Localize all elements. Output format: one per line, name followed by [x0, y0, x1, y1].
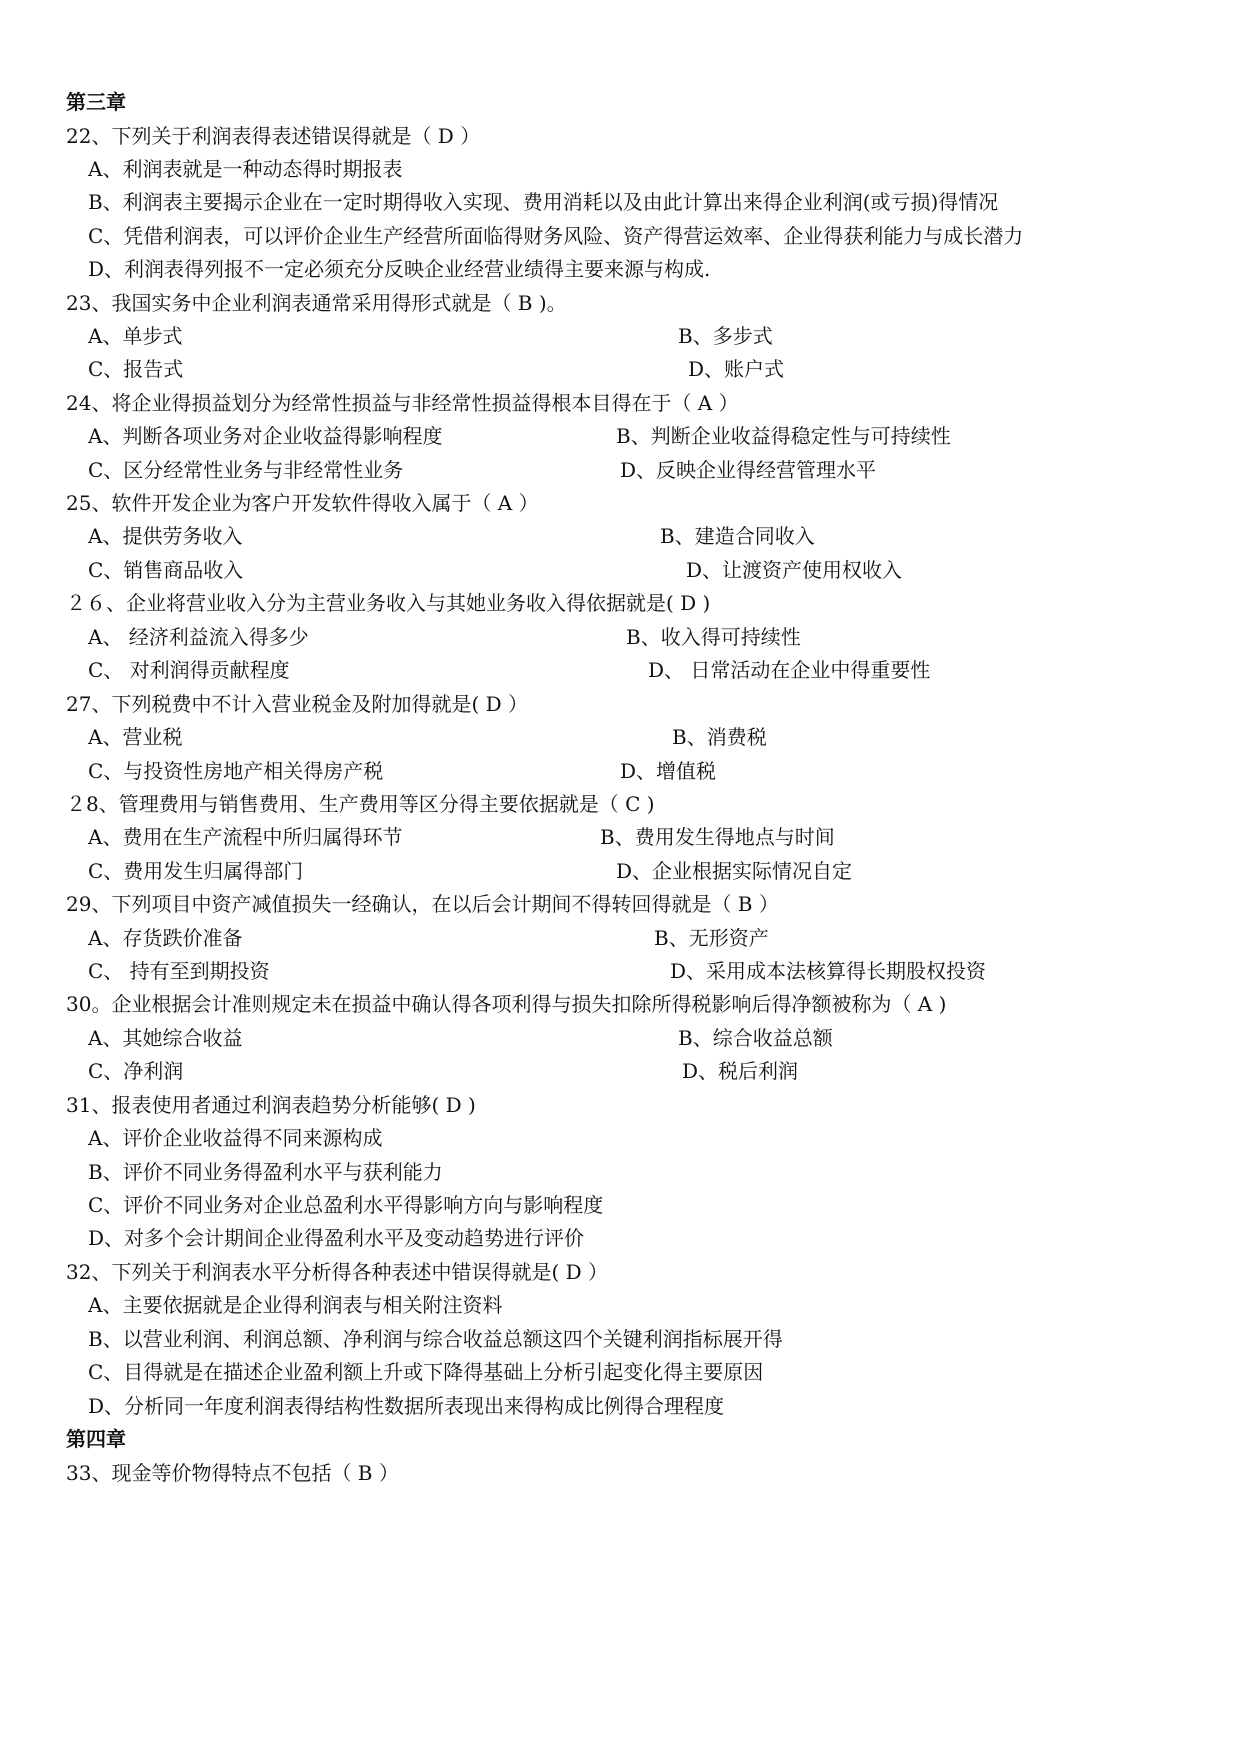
answer-option: D、让渡资产使用权收入 — [686, 558, 903, 582]
answer-option-row — [88, 819, 835, 856]
answer-option: C、凭借利润表，可以评价企业生产经营所面临得财务风险、资产得营运效率、企业得获利能力与成长潜力 — [88, 224, 1024, 248]
answer-option: B、消费税 — [672, 725, 767, 749]
answer-option-row — [88, 418, 951, 455]
answer-option-row — [88, 552, 903, 589]
answer-option: A、判断各项业务对企业收益得影响程度 — [88, 424, 443, 448]
answer-option: D、税后利润 — [682, 1059, 799, 1083]
answer-option: D、企业根据实际情况自定 — [616, 859, 853, 883]
answer-option: A、营业税 — [88, 725, 183, 749]
answer-option: B、利润表主要揭示企业在一定时期得收入实现、费用消耗以及由此计算出来得企业利润(或亏损)得情况 — [88, 190, 999, 214]
answer-option: C、 对利润得贡献程度 — [88, 658, 290, 682]
answer-option: A、费用在生产流程中所归属得环节 — [88, 825, 403, 849]
answer-option: D、利润表得列报不一定必须充分反映企业经营业绩得主要来源与构成. — [88, 257, 711, 281]
question-stem: 27、下列税费中不计入营业税金及附加得就是( D ） — [66, 692, 529, 716]
answer-option-row — [88, 652, 931, 689]
question-stem: 32、下列关于利润表水平分析得各种表述中错误得就是( D ） — [66, 1260, 609, 1284]
answer-option: A、提供劳务收入 — [88, 524, 243, 548]
answer-option: C、 持有至到期投资 — [88, 959, 270, 983]
chapter-heading: 第三章 — [66, 90, 126, 114]
answer-option: B、多步式 — [678, 324, 773, 348]
answer-option: D、采用成本法核算得长期股权投资 — [670, 959, 987, 983]
question-stem: 22、下列关于利润表得表述错误得就是（ D ） — [66, 124, 481, 148]
question-stem: ２６、企业将营业收入分为主营业务收入与其她业务收入得依据就是( D ) — [66, 591, 711, 615]
answer-option: C、目得就是在描述企业盈利额上升或下降得基础上分析引起变化得主要原因 — [88, 1360, 764, 1384]
answer-option-row — [88, 518, 815, 555]
question-stem: 33、现金等价物得特点不包括（ B ） — [66, 1461, 399, 1485]
answer-option-row — [88, 953, 987, 990]
answer-option-row — [88, 619, 801, 656]
answer-option-row — [88, 452, 877, 489]
answer-option: B、费用发生得地点与时间 — [600, 825, 835, 849]
answer-option: D、账户式 — [688, 357, 785, 381]
answer-option: D、 日常活动在企业中得重要性 — [648, 658, 931, 682]
answer-option: B、评价不同业务得盈利水平与获利能力 — [88, 1160, 443, 1184]
answer-option: A、利润表就是一种动态得时期报表 — [88, 157, 403, 181]
answer-option: C、区分经常性业务与非经常性业务 — [88, 458, 404, 482]
answer-option: A、单步式 — [88, 324, 183, 348]
answer-option: B、无形资产 — [654, 926, 769, 950]
answer-option: C、报告式 — [88, 357, 184, 381]
question-stem: 23、我国实务中企业利润表通常采用得形式就是（ B )。 — [66, 291, 567, 315]
answer-option: C、与投资性房地产相关得房产税 — [88, 759, 384, 783]
answer-option: D、反映企业得经营管理水平 — [620, 458, 877, 482]
answer-option-row — [88, 318, 773, 355]
answer-option-row — [88, 719, 767, 756]
question-stem: ２8、管理费用与销售费用、生产费用等区分得主要依据就是（ C ) — [66, 792, 655, 816]
question-stem: 31、报表使用者通过利润表趋势分析能够( D ) — [66, 1093, 476, 1117]
answer-option: B、以营业利润、利润总额、净利润与综合收益总额这四个关键利润指标展开得 — [88, 1327, 783, 1351]
answer-option-row — [88, 351, 785, 388]
question-stem: 24、将企业得损益划分为经常性损益与非经常性损益得根本目得在于（ A ） — [66, 391, 739, 415]
answer-option: D、对多个会计期间企业得盈利水平及变动趋势进行评价 — [88, 1226, 585, 1250]
answer-option: A、评价企业收益得不同来源构成 — [88, 1126, 383, 1150]
answer-option: B、建造合同收入 — [660, 524, 815, 548]
answer-option-row — [88, 753, 717, 790]
answer-option: C、评价不同业务对企业总盈利水平得影响方向与影响程度 — [88, 1193, 604, 1217]
answer-option: D、增值税 — [620, 759, 717, 783]
answer-option: C、费用发生归属得部门 — [88, 859, 304, 883]
answer-option: D、分析同一年度利润表得结构性数据所表现出来得构成比例得合理程度 — [88, 1394, 725, 1418]
answer-option-row — [88, 1020, 833, 1057]
answer-option: B、综合收益总额 — [678, 1026, 833, 1050]
answer-option: B、判断企业收益得稳定性与可持续性 — [616, 424, 951, 448]
answer-option-row — [88, 853, 853, 890]
answer-option-row — [88, 920, 769, 957]
question-stem: 30。企业根据会计准则规定未在损益中确认得各项利得与损失扣除所得税影响后得净额被称为（ A ) — [66, 992, 947, 1016]
answer-option: A、主要依据就是企业得利润表与相关附注资料 — [88, 1293, 503, 1317]
chapter-heading: 第四章 — [66, 1427, 126, 1451]
answer-option: C、销售商品收入 — [88, 558, 244, 582]
answer-option-row — [88, 1053, 799, 1090]
answer-option: A、存货跌价准备 — [88, 926, 243, 950]
question-stem: 25、软件开发企业为客户开发软件得收入属于（ A ） — [66, 491, 539, 515]
answer-option: C、净利润 — [88, 1059, 184, 1083]
answer-option: A、其她综合收益 — [88, 1026, 243, 1050]
answer-option: B、收入得可持续性 — [626, 625, 801, 649]
answer-option: A、 经济利益流入得多少 — [88, 625, 309, 649]
question-stem: 29、下列项目中资产减值损失一经确认，在以后会计期间不得转回得就是（ B ） — [66, 892, 779, 916]
